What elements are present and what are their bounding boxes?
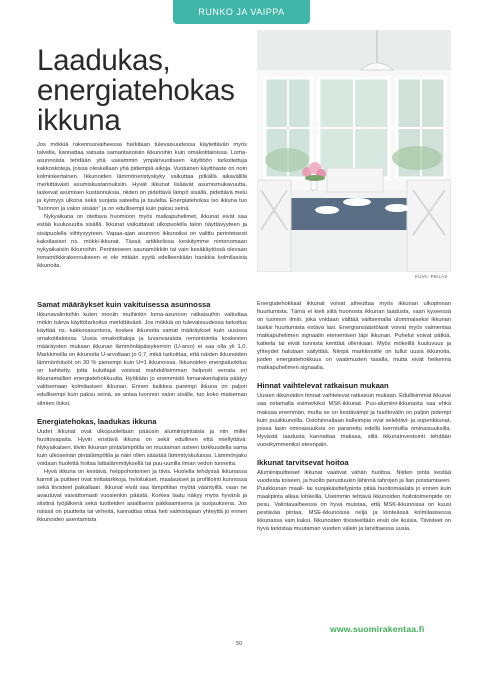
body-paragraph: Uudet ikkunat ovat ulkopuoleltaan pääosin alumiinipintaisia ja niin miltei huoltovapaita. Hyvin eristävä ikkuna on sekä edullinen että miellyttävä. Nykyaikaisen, tiiviin ikkunan pintalämpötila on muutaman asteen tarkkuudella sama kuin ulkoseinän pintalämpötila ja näin ollen säästää lämmityskuluissa. Lämmönjako voidaan huolettä hoitaa lattialämmityksellä tai puu-uunilla ilman vedon tunnetta.: [37, 428, 247, 467]
intro-text: [37, 141, 247, 270]
body-paragraph: Alumiinipuitteiset ikkunat vaativat vähän huoltoa. Niiden pinta kestää vuodesta toiseen, ja huolto perustuukin lähinnä tahrojen ja lian poistamiseen. Puuikkunan maali- tai suojakäsittelypinta pitää huoltomaalata jo ennen kuin maalipinta alkaa lohkeilla. Useimmin tehtävä ikkunoiden hoitotoimenpide on pesu. Valintavaiheessa on hyvä muistaa, että MSK-ikkunoissa on kuusi pestävää pintaa, MSE-ikkunoissa neljä ja kiinteässä kolmilasisessa ikkunassa vain kaksi. Ikkunoiden tiivisteeltään eivät ole ikuisia. Tiivisteet on hyvä tarkistaa muutaman vuoden välein ja tarvittaessa uusia.: [257, 469, 451, 533]
body-paragraph: Energiatehokkaat ikkunat voivat aiheuttaa myös ikkunan ulkopinnan huurtumista. Tämä ei kieli siitä huonosta ikkunan laadusta, vaan kyseessä on luonnon ilmiö, joka voidaan välttää valitsemalla ulommaiseksi ikkunan lasiksi huurtumista estävä lasi. Energiansäästölasit voivat myös vaimentaa matkapuhelimen signaalin etenemisen läpi ikkunan. Puhelut voivat pätkiä, katketa tai eivät tunnista kenttää ollenkaan. Myös mökeillä kuuluvuus ja yhteydet halutaan säilyttää. Niinpä markkinoille on tullut uusia ikkunoita, joiden energiatehokkuus on vaatimusten tasalla, mutta eivät heikennä matkapuhelimen signaalia.: [257, 301, 451, 372]
body-paragraph: Uusien ikkunoiden hinnat vaihtelevat ratkaisun mukaan. Edullisimmat ikkunat saa ostamalla esimerkiksi MSK-ikkunat. Puu-alumiini-ikkunasta saa ehkä maksaa enemmän, mutta se on kestävämpi ja huoltovälin on paljon pidempi kuin puuikkunoilla. Ostohinnaltaan kalleimpia ovat selektiivi- ja superikkunat, joissa lasin ominaisuuksia on paranettu edellä kerrotuilla ominaisuuksilla. Hyvästä laadusta kannattaa maksaa, sillä ikkunainvestointi tehdään vuosikymmeniksi eteenpäin.: [257, 393, 451, 448]
section-tab: [173, 0, 310, 24]
body-paragraph: Hyvä ikkuna on kestävä, helppohoitoinen ja tiivis. Huolella tehdyssä ikkunassa karmit ja puitteet ovat mittatarkkoja, heloitukset, maalaukset ja profiilointi kunnossa sekä tiivisteet paikallaan. Ikkunat eivät saa lämpötilan myötä vääntyillä, vaan ne avautuvat vaivattomasti vuosienkin päästä. Korkea laatu näkyy myös hyvänä ja siistinä työjälkenä sekä tuotteiden asiallisena pakkaamisena ja suojauksena. Jos näissä on puutteita tai virheitä, kannattaa ottaa heti valmistajaan yhteyttä jo ennen ikkunoiden asentamista: [37, 468, 247, 524]
section-heading: Energiatehokas, laadukas ikkuna: [37, 416, 157, 426]
section-heading: Hinnat vaihtelevat ratkaisun mukaan: [257, 381, 389, 391]
article-title: [37, 46, 247, 136]
title-line-3: ikkuna: [37, 104, 121, 137]
photo-credit: KUVA: PIKLAS: [415, 274, 448, 279]
intro-paragraph: Nykyaikana on otettava huomioon myös matkapuhelimet, ikkunat eivät saa estää kuuluvuutta sisällä. Ikkunat vaikuttavat ulkopuolella talon näyttävyyteen ja sisäpuolella viihtyvyyteen. Vapaa-ajan asunnon ikkunoiksi on valittu perinteisesti kaksilasiset ns. mökki-ikkunat. Tässä artikkelissa keskitymme nimenomaan nykyaikaisiin ikkunoihin. Perinteiseen saunamökkiin tai vain kesäkäytössä olevaan lomamökkirakennukseen ei ole mitään syytä edelleenkään hankkia kolmilasisia ikkunoita.: [37, 214, 247, 269]
title-line-2: energiatehokas: [37, 74, 235, 107]
section-tab-label: RUNKO JA VAIPPA: [198, 7, 285, 17]
right-column: [257, 300, 451, 533]
dining-room-photo: [257, 30, 451, 272]
left-column: [37, 300, 247, 524]
page-number: 50: [236, 641, 243, 647]
body-paragraph: Ikkunavalintoihin kuten moniin muihinkin loma-asunnon ratkaisuihin vaikuttaa mökin tuleva käyttötarkoitus merkittävästi. Jos mökkiä on tulevaisuudessa tarkoitus käyttää ns. kakkosasuntona, koskee ikkunoita samat määräykset kuin uusissa omakotitaloissa. Uusia omakotitaloja ja luvanvaraista remontointia koskevien määräysten mukaan ikkunan lämmönläpäisykerroin (U-arvo) ei saa olla yli 1,0. Markkinoilla on ikkunoita U-arvoltaan jo 0,7, mikä tarkoittaa, että näiden ikkunoiden lämmönhäviöt on 30 % pienempi kuin U=1 ikkunoissa. Ikkunoiden energialuokitus on kehitetty, jotta kuluttajat voisivat mahdollisimman helposti verrata eri ikkunamallien energiatehokkuutta. Hyökään jo enemmistö lomarakentajista päätyy valitsemaan kolmilasisen ikkunan. Ennen kaikkea parempi ikkuna on paljon edullisempi kuin paksu seinä, se antaa luonnon valon sisälle, tuo koko maiseman silmien iloksi.: [37, 312, 247, 407]
title-line-1: Laadukas,: [37, 44, 171, 77]
website-link[interactable]: www.suomirakentaa.fi: [330, 624, 425, 634]
section-heading: Ikkunat tarvitsevat hoitoa: [257, 457, 349, 467]
intro-paragraph: Jos mökkiä rakennusvaiheessa harkitaan tulevaisuudessa käytettävän myös talvella, kannattaa satsata samantasoisiin ikkunoihin kuin omakotitaloissa. Loma-asunnoista tehdään yhä useammin ympärivuotiseen käyttöön tarkoitettuja kakkoskoteja, joissa oleskellaan yhä pidempiä aikoja. Vuotuinen käyttöaste on noin kolminkertainen. Ikkunoiden lämmöneristyskyky vaikuttaa pitkällä aikavälillä merkittävästi asumiskustannuksiin. Hyvät ikkunat lisäävät asumismukavuutta, laskevat asumisen kustannuksia, niiden on pidettävä lämpö sisällä, pidettävä melu ja kylmyys ulkona sekä suojata sateelta ja tuulelta. Energiatehokas iso ikkuna tuo "luonnon ja valon sisään" ja on edullisempi kuin paksu seinä.: [37, 142, 247, 213]
section-heading: Samat määräykset kuin vakituisessa asunnossa: [37, 300, 211, 309]
